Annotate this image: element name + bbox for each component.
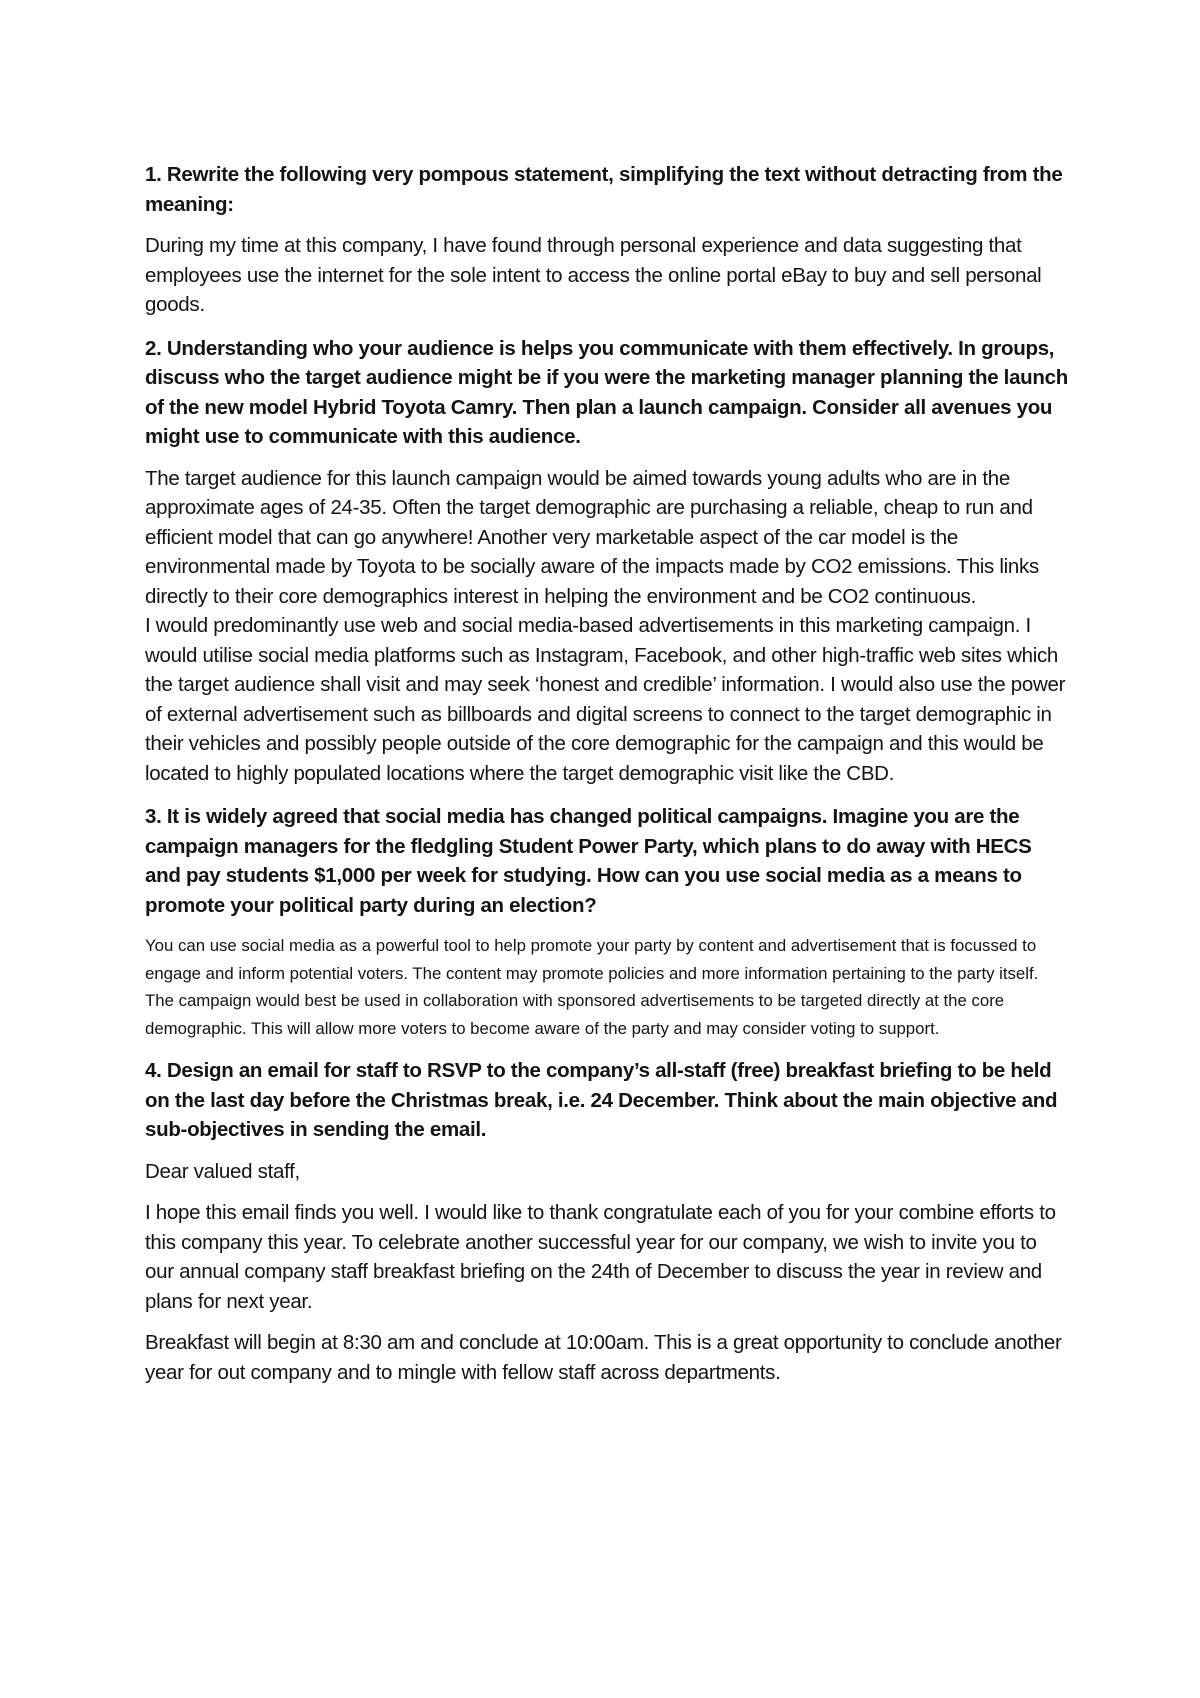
question-3-answer: You can use social media as a powerful tool to help promote your party by content and advertisement that is focussed to engage and inform potential voters. The content may promote policies and more information pertaining to the party itself. The campaign would best be used in collaboration with sponsored advertisements to be targeted directly at the core demographic. This will allow more voters to become aware of the party and may consider voting to support. bbox=[145, 936, 1039, 1038]
question-1-statement: During my time at this company, I have found through personal experience and data suggesting that employees use the internet for the sole intent to access the online portal eBay to buy and sell personal goods. bbox=[145, 234, 1042, 316]
question-2-answer-paragraph-2: I would predominantly use web and social media-based advertisements in this marketing campaign. I would utilise social media platforms such as Instagram, Facebook, and other high-traffic web sites which the target audience shall visit and may seek ‘honest and credible’ information. I would also use the power of external advertisement such as billboards and digital screens to connect to the target demographic in their vehicles and possibly people outside of the core demographic for the campaign and this would be located to highly populated locations where the target demographic visit like the CBD. bbox=[145, 614, 1066, 785]
question-1-prompt: 1. Rewrite the following very pompous statement, simplifying the text without detracting from the meaning: bbox=[145, 163, 1063, 216]
question-3-prompt: 3. It is widely agreed that social media has changed political campaigns. Imagine you are the campaign managers for the fledgling Student Power Party, which plans to do away with HECS and pay students $1,000 per week for studying. How can you use social media as a means to promote your political party during an election? bbox=[145, 805, 1032, 917]
email-body-paragraph-1: I hope this email finds you well. I would like to thank congratulate each of you for your combine efforts to this company this year. To celebrate another successful year for our company, we wish to invite you to our annual company staff breakfast briefing on the 24th of December to discuss the year in review and plans for next year. bbox=[145, 1201, 1056, 1313]
question-4-prompt: 4. Design an email for staff to RSVP to the company’s all-staff (free) breakfast briefing to be held on the last day before the Christmas break, i.e. 24 December. Think about the main objective and sub-objectives in sending the email. bbox=[145, 1059, 1058, 1141]
question-2-prompt: 2. Understanding who your audience is helps you communicate with them effectively. In groups, discuss who the target audience might be if you were the marketing manager planning the launch of the new model Hybrid Toyota Camry. Then plan a launch campaign. Consider all avenues you might use to communicate with this audience. bbox=[145, 336, 1068, 448]
email-body-paragraph-2: Breakfast will begin at 8:30 am and conclude at 10:00am. This is a great opportunity to conclude another year for out company and to mingle with fellow staff across departments. bbox=[145, 1331, 1062, 1384]
email-greeting: Dear valued staff, bbox=[145, 1159, 300, 1183]
question-2-answer-paragraph-1: The target audience for this launch campaign would be aimed towards young adults who are in the approximate ages of 24-35. Often the target demographic are purchasing a reliable, cheap to run and efficient model that can go anywhere! Another very marketable aspect of the car model is the environmental made by Toyota to be socially aware of the impacts made by CO2 emissions. This links directly to their core demographics interest in helping the environment and be CO2 continuous. bbox=[145, 466, 1039, 608]
